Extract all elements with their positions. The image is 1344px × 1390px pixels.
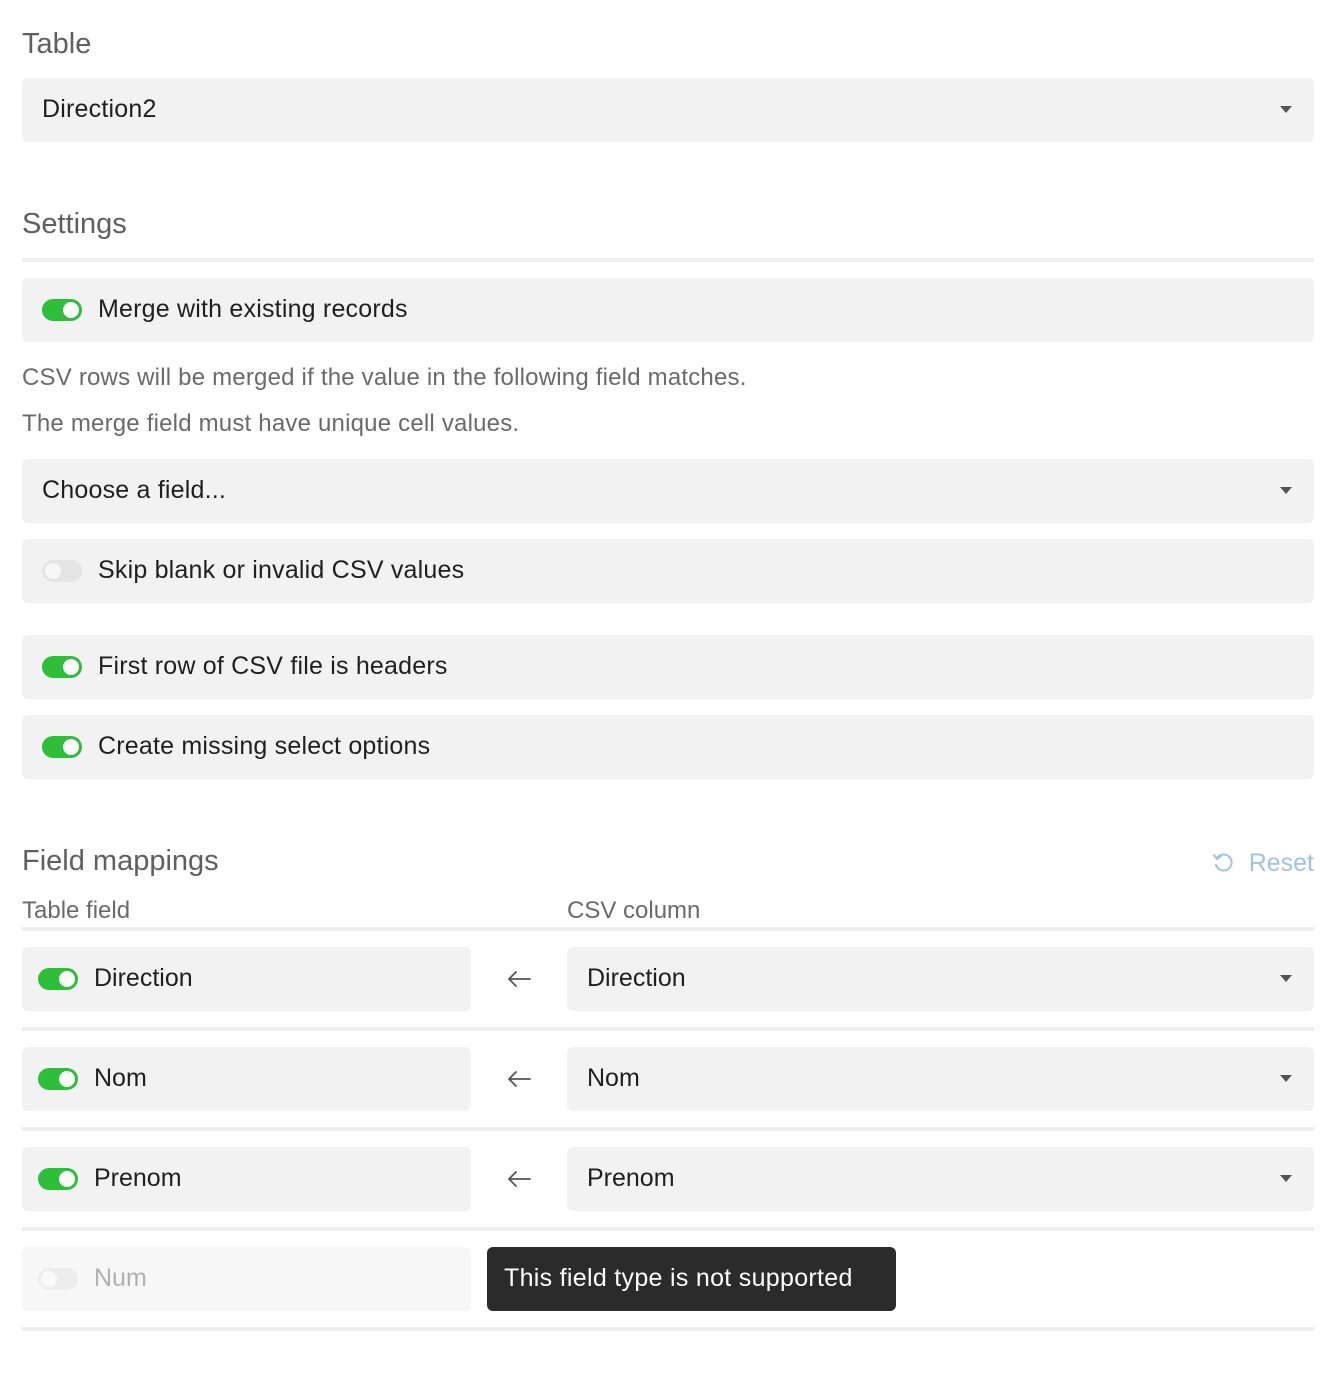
- settings-heading: Settings: [22, 208, 127, 240]
- chevron-down-icon: [1280, 1075, 1292, 1082]
- csv-column-select-direction[interactable]: [567, 947, 1314, 1011]
- divider: [22, 1127, 1314, 1131]
- unsupported-field-tooltip: [487, 1247, 896, 1311]
- table-heading: Table: [22, 28, 92, 60]
- mapping-toggle-direction[interactable]: [38, 968, 78, 990]
- mapping-row-nom[interactable]: [22, 1047, 471, 1111]
- skip-blank-toggle[interactable]: [42, 560, 82, 582]
- reset-button[interactable]: [1249, 849, 1314, 878]
- skip-blank-row[interactable]: [22, 539, 1314, 603]
- skip-blank-label: Skip blank or invalid CSV values: [98, 556, 465, 584]
- divider: [22, 1327, 1314, 1331]
- table-select-value: Direction2: [42, 95, 157, 123]
- first-row-headers-toggle[interactable]: [42, 656, 82, 678]
- create-missing-label: Create missing select options: [98, 732, 431, 760]
- table-select[interactable]: [22, 78, 1314, 142]
- divider: [22, 1227, 1314, 1231]
- merge-field-placeholder: Choose a field...: [42, 476, 227, 504]
- table-field-name: Num: [94, 1264, 147, 1292]
- merge-records-row[interactable]: [22, 278, 1314, 342]
- table-field-header: Table field: [22, 897, 131, 924]
- create-missing-options-row[interactable]: [22, 715, 1314, 779]
- field-mappings-heading: Field mappings: [22, 845, 219, 877]
- mapping-toggle-num: [38, 1268, 78, 1290]
- merge-label: Merge with existing records: [98, 295, 408, 323]
- first-row-headers-label: First row of CSV file is headers: [98, 652, 448, 680]
- mapping-row-prenom[interactable]: [22, 1147, 471, 1211]
- chevron-down-icon: [1280, 487, 1292, 494]
- csv-column-header: CSV column: [567, 897, 701, 924]
- tooltip-text: This field type is not supported: [504, 1264, 853, 1292]
- first-row-headers-row[interactable]: [22, 635, 1314, 699]
- merge-toggle[interactable]: [42, 299, 82, 321]
- arrow-left-icon: [506, 1170, 532, 1188]
- chevron-down-icon: [1280, 106, 1292, 113]
- arrow-left-icon: [506, 1070, 532, 1088]
- mapping-toggle-prenom[interactable]: [38, 1168, 78, 1190]
- csv-column-value: Prenom: [587, 1164, 675, 1192]
- csv-column-value: Nom: [587, 1064, 640, 1092]
- divider: [22, 258, 1314, 262]
- csv-column-select-prenom[interactable]: [567, 1147, 1314, 1211]
- csv-column-select-nom[interactable]: [567, 1047, 1314, 1111]
- csv-column-value: Direction: [587, 964, 686, 992]
- merge-description-1: CSV rows will be merged if the value in the following field matches.: [22, 364, 747, 391]
- reset-label: Reset: [1248, 849, 1314, 877]
- arrow-left-icon: [506, 970, 532, 988]
- merge-field-select[interactable]: [22, 459, 1314, 523]
- mapping-row-num: [22, 1247, 471, 1311]
- chevron-down-icon: [1280, 975, 1292, 982]
- undo-icon: [1211, 851, 1235, 875]
- merge-description-2: The merge field must have unique cell values.: [22, 410, 520, 437]
- divider: [22, 1027, 1314, 1031]
- divider: [22, 927, 1314, 931]
- table-field-name: Prenom: [94, 1164, 182, 1192]
- table-field-name: Direction: [94, 964, 193, 992]
- create-missing-toggle[interactable]: [42, 736, 82, 758]
- mapping-row-direction[interactable]: [22, 947, 471, 1011]
- mapping-toggle-nom[interactable]: [38, 1068, 78, 1090]
- chevron-down-icon: [1280, 1175, 1292, 1182]
- table-field-name: Nom: [94, 1064, 147, 1092]
